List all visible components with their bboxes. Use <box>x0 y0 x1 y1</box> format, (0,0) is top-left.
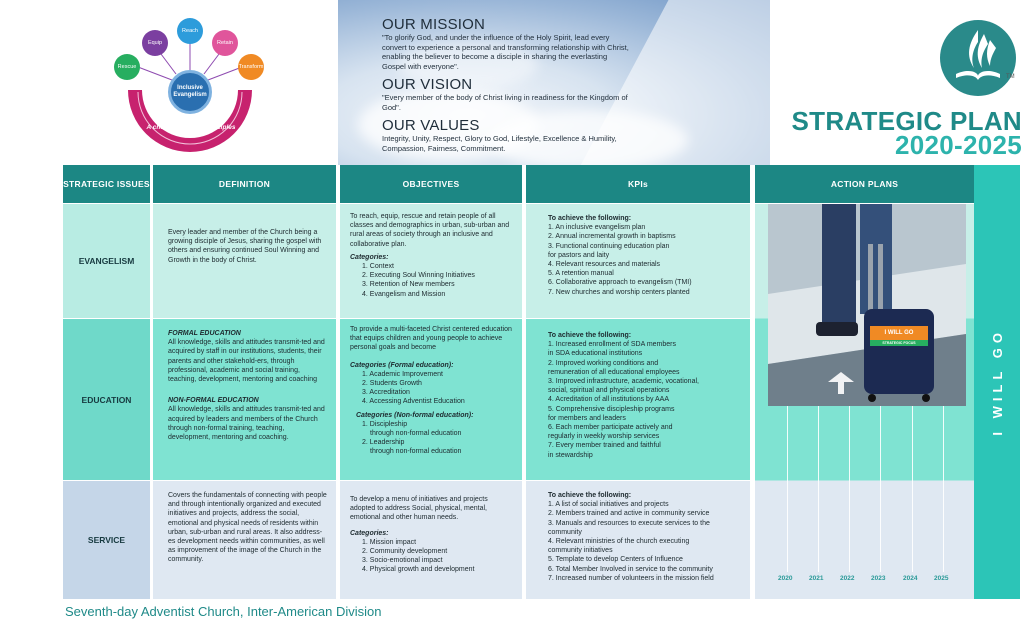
issue-education-label: EDUCATION <box>81 394 132 405</box>
traveler-photo <box>768 204 966 406</box>
formal-education-head: FORMAL EDUCATION <box>168 330 241 337</box>
kpi-item: 2. Improved working conditions and <box>548 359 659 367</box>
mission-block <box>382 16 632 71</box>
bubble-equip: Equip <box>142 30 168 56</box>
category-item: 4. Physical growth and development <box>362 566 475 574</box>
year-2024: 2024 <box>903 575 918 582</box>
kpi-item: 5. Template to develop Centers of Influence <box>548 556 683 564</box>
formal-education-text: All knowledge, skills and attitudes transmit-ted and acquired by staff in our institutions, students, their parents and other stakehold-ers, through professional, academic and social training, teaching, development, mentoring and coaching <box>168 339 325 384</box>
categories-label: Categories: <box>350 253 389 261</box>
category-item: 4. Evangelism and Mission <box>362 290 446 298</box>
issue-evangelism <box>63 204 150 318</box>
definition-education <box>153 319 336 480</box>
kpi-item: 4. Relevant ministries of the church executing <box>548 538 690 546</box>
i-will-go-label: I WILL GO <box>989 328 1005 436</box>
kpi-item: 5. A retention manual <box>548 270 614 278</box>
suitcase-label: I WILL GO <box>884 330 914 336</box>
year-2023: 2023 <box>871 575 886 582</box>
kpi-item: 3. Functional continuing education plan <box>548 242 670 250</box>
category-item: 4. Accessing Adventist Education <box>362 398 465 406</box>
vision-text: "Every member of the body of Christ living in readiness for the Kingdom of God". <box>382 93 628 112</box>
issue-service <box>63 481 150 599</box>
kpi-item: community initiatives <box>548 547 613 555</box>
footer-organization: Seventh-day Adventist Church, Inter-American Division <box>65 604 382 619</box>
vision-title: OUR VISION <box>382 76 473 93</box>
kpi-item: 6. Total Member Involved in service to the community <box>548 565 713 573</box>
header-strategic-issues <box>63 165 150 203</box>
category-item: 3. Accreditation <box>362 389 410 397</box>
year-2022: 2022 <box>840 575 855 582</box>
categories-formal-label: Categories (Formal education): <box>350 361 454 369</box>
objectives-service <box>340 481 522 599</box>
category-item: 2. Executing Soul Winning Initiatives <box>362 272 475 280</box>
strategic-plan-title: STRATEGIC PLAN <box>791 106 1022 136</box>
kpis-education <box>526 319 750 480</box>
header-definition <box>153 165 336 203</box>
header-kpis <box>526 165 750 203</box>
kpi-item: 3. Manuals and resources to execute services to the <box>548 519 710 527</box>
definition-evangelism <box>153 204 336 318</box>
kpi-item: 4. Acreditation of all institutions by AAA <box>548 396 670 404</box>
kpi-head: To achieve the following: <box>548 215 632 222</box>
kpi-item: 6. Collaborative approach to evangelism (TMI) <box>548 279 692 287</box>
kpis-evangelism <box>526 204 750 318</box>
issue-service-label: SERVICE <box>87 535 126 545</box>
values-text: Integrity, Unity, Respect, Glory to God, Lifestyle, Excellence & Humility, Compassion, Fairness, Commitment. <box>382 134 617 153</box>
categories-label: Categories: <box>350 529 389 537</box>
kpi-item: 5. Comprehensive discipleship programs <box>548 405 675 413</box>
kpi-item: 7. New churches and worship centers planted <box>548 288 690 296</box>
kpi-item: 7. Increased number of volunteers in the mission field <box>548 574 714 582</box>
header-objectives-label: OBJECTIVES <box>402 179 460 189</box>
trademark-mark: TM <box>1006 74 1015 80</box>
category-item: 2. Students Growth <box>362 380 422 388</box>
traveler-suitcase-illustration <box>768 204 966 406</box>
issue-education <box>63 319 150 480</box>
kpi-item: 1. Increased enrollment of SDA members <box>548 341 677 349</box>
evangelism-diagram <box>110 12 270 152</box>
definition-evangelism-text: Every leader and member of the Church being a growing disciple of Jesus, sharing the gospel with others and ensuring continued Soul Winning and Growth in the body of Christ. <box>168 229 322 264</box>
header-action-plans <box>755 165 974 203</box>
categories-nonformal-label: Categories (Non-formal education): <box>356 411 474 419</box>
kpis-service <box>526 481 750 599</box>
kpi-item: regularly in weekly worship services <box>548 433 660 441</box>
kpi-item: social, spiritual and physical operations <box>548 387 670 395</box>
kpi-item: 1. An inclusive evangelism plan <box>548 224 646 232</box>
header-issues-label: STRATEGIC ISSUES <box>63 179 150 189</box>
kpi-item: community <box>548 528 582 536</box>
bubble-retain: Retain <box>212 30 238 56</box>
kpi-item: 7. Every member trained and faithful <box>548 442 661 450</box>
header-objectives <box>340 165 522 203</box>
year-2021: 2021 <box>809 575 824 582</box>
bubble-rescue: Rescue <box>114 54 140 80</box>
values-title: OUR VALUES <box>382 117 480 134</box>
kpi-item: 1. A list of social initiatives and projects <box>548 501 669 509</box>
category-item: through non-formal education <box>370 448 462 456</box>
kpi-head: To achieve the following: <box>548 332 632 339</box>
definition-service-text: Covers the fundamentals of connecting with people and through intentionally organized and executed initiatives and projects, address the social, emotional and physical needs of residents within urban, sub-urban and rural areas. It also address-es development needs within communities, as well as improvement of the image of the Church in the community. <box>168 492 327 564</box>
kpi-item: in SDA educational institutions <box>548 350 643 358</box>
category-item: 2. Leadership <box>362 439 405 447</box>
kpi-head: To achieve the following: <box>548 492 632 499</box>
i-will-go-banner <box>974 165 1020 599</box>
objective-service-text: To develop a menu of initiatives and projects adopted to address Social, physical, mental, emotional and other human needs. <box>350 496 488 522</box>
category-item: 1. Mission impact <box>362 538 417 546</box>
category-item: 1. Context <box>362 263 394 271</box>
year-2025: 2025 <box>934 575 949 582</box>
category-item: 3. Socio-emotional impact <box>362 557 443 565</box>
kpi-item: 2. Members trained and active in community service <box>548 510 710 518</box>
inclusive-evangelism-circle: Inclusive Evangelism <box>168 70 212 114</box>
category-item: 2. Community development <box>362 548 448 556</box>
definition-service <box>153 481 336 599</box>
mission-text: "To glorify God, and under the influence of the Holy Spirit, lead every convert to experience a personal and transforming relationship with Christ, enabling the believer to become a disciple in sharing the everlasting Gospel with everyone". <box>382 33 629 71</box>
nonformal-education-head: NON-FORMAL EDUCATION <box>168 397 259 405</box>
category-item: 1. Discipleship <box>362 420 408 428</box>
header-kpis-label: KPIs <box>627 179 649 189</box>
bubble-reach: Reach <box>177 18 203 44</box>
objective-evangelism-text: To reach, equip, rescue and retain people of all classes and demographics in urban, sub-urban and rural areas of society through an inclusive and collaborative plan. <box>350 213 510 248</box>
kpi-item: in stewardship <box>548 451 593 459</box>
year-2020: 2020 <box>778 575 793 582</box>
kpi-item: remuneration of all educational employees <box>548 368 680 376</box>
issue-evangelism-label: EVANGELISM <box>78 256 135 266</box>
kpi-item: 6. Each member participate actively and <box>548 424 673 432</box>
header-action-plans-label: ACTION PLANS <box>830 179 899 189</box>
flame-bible-icon <box>940 20 1016 96</box>
kpi-item: 4. Relevant resources and materials <box>548 261 661 269</box>
nonformal-education-text: All knowledge, skills and attitudes transmit-ted and acquired by leaders and members of the Church through non-formal training, teaching, development, mentoring and coaching. <box>168 406 325 442</box>
category-item: through non-formal education <box>370 430 462 438</box>
strategic-plan-years: 2020-2025 <box>894 130 1022 160</box>
header-definition-label: DEFINITION <box>218 179 271 189</box>
objectives-education <box>340 319 522 480</box>
suitcase-sublabel: STRATEGIC FOCUS <box>882 341 916 345</box>
kpi-item: 3. Improved infrastructure, academic, vocational, <box>548 378 699 386</box>
values-block <box>382 117 632 153</box>
kpi-item: for pastors and laity <box>548 251 610 259</box>
mission-title: OUR MISSION <box>382 16 486 33</box>
arc-label: A church of faithful disciples <box>146 124 236 131</box>
vision-block <box>382 76 632 112</box>
bubble-transform: Transform <box>238 54 264 80</box>
objective-education-text: To provide a multi-faceted Christ centered education that equips children and young people to achieve personal goals and become <box>350 326 512 352</box>
objectives-evangelism <box>340 204 522 318</box>
category-item: 3. Retention of New members <box>362 281 455 289</box>
category-item: 1. Academic Improvement <box>362 370 443 378</box>
kpi-item: for members and leaders <box>548 414 626 422</box>
church-logo <box>940 20 1016 96</box>
kpi-item: 2. Annual incremental growth in baptisms <box>548 233 676 241</box>
